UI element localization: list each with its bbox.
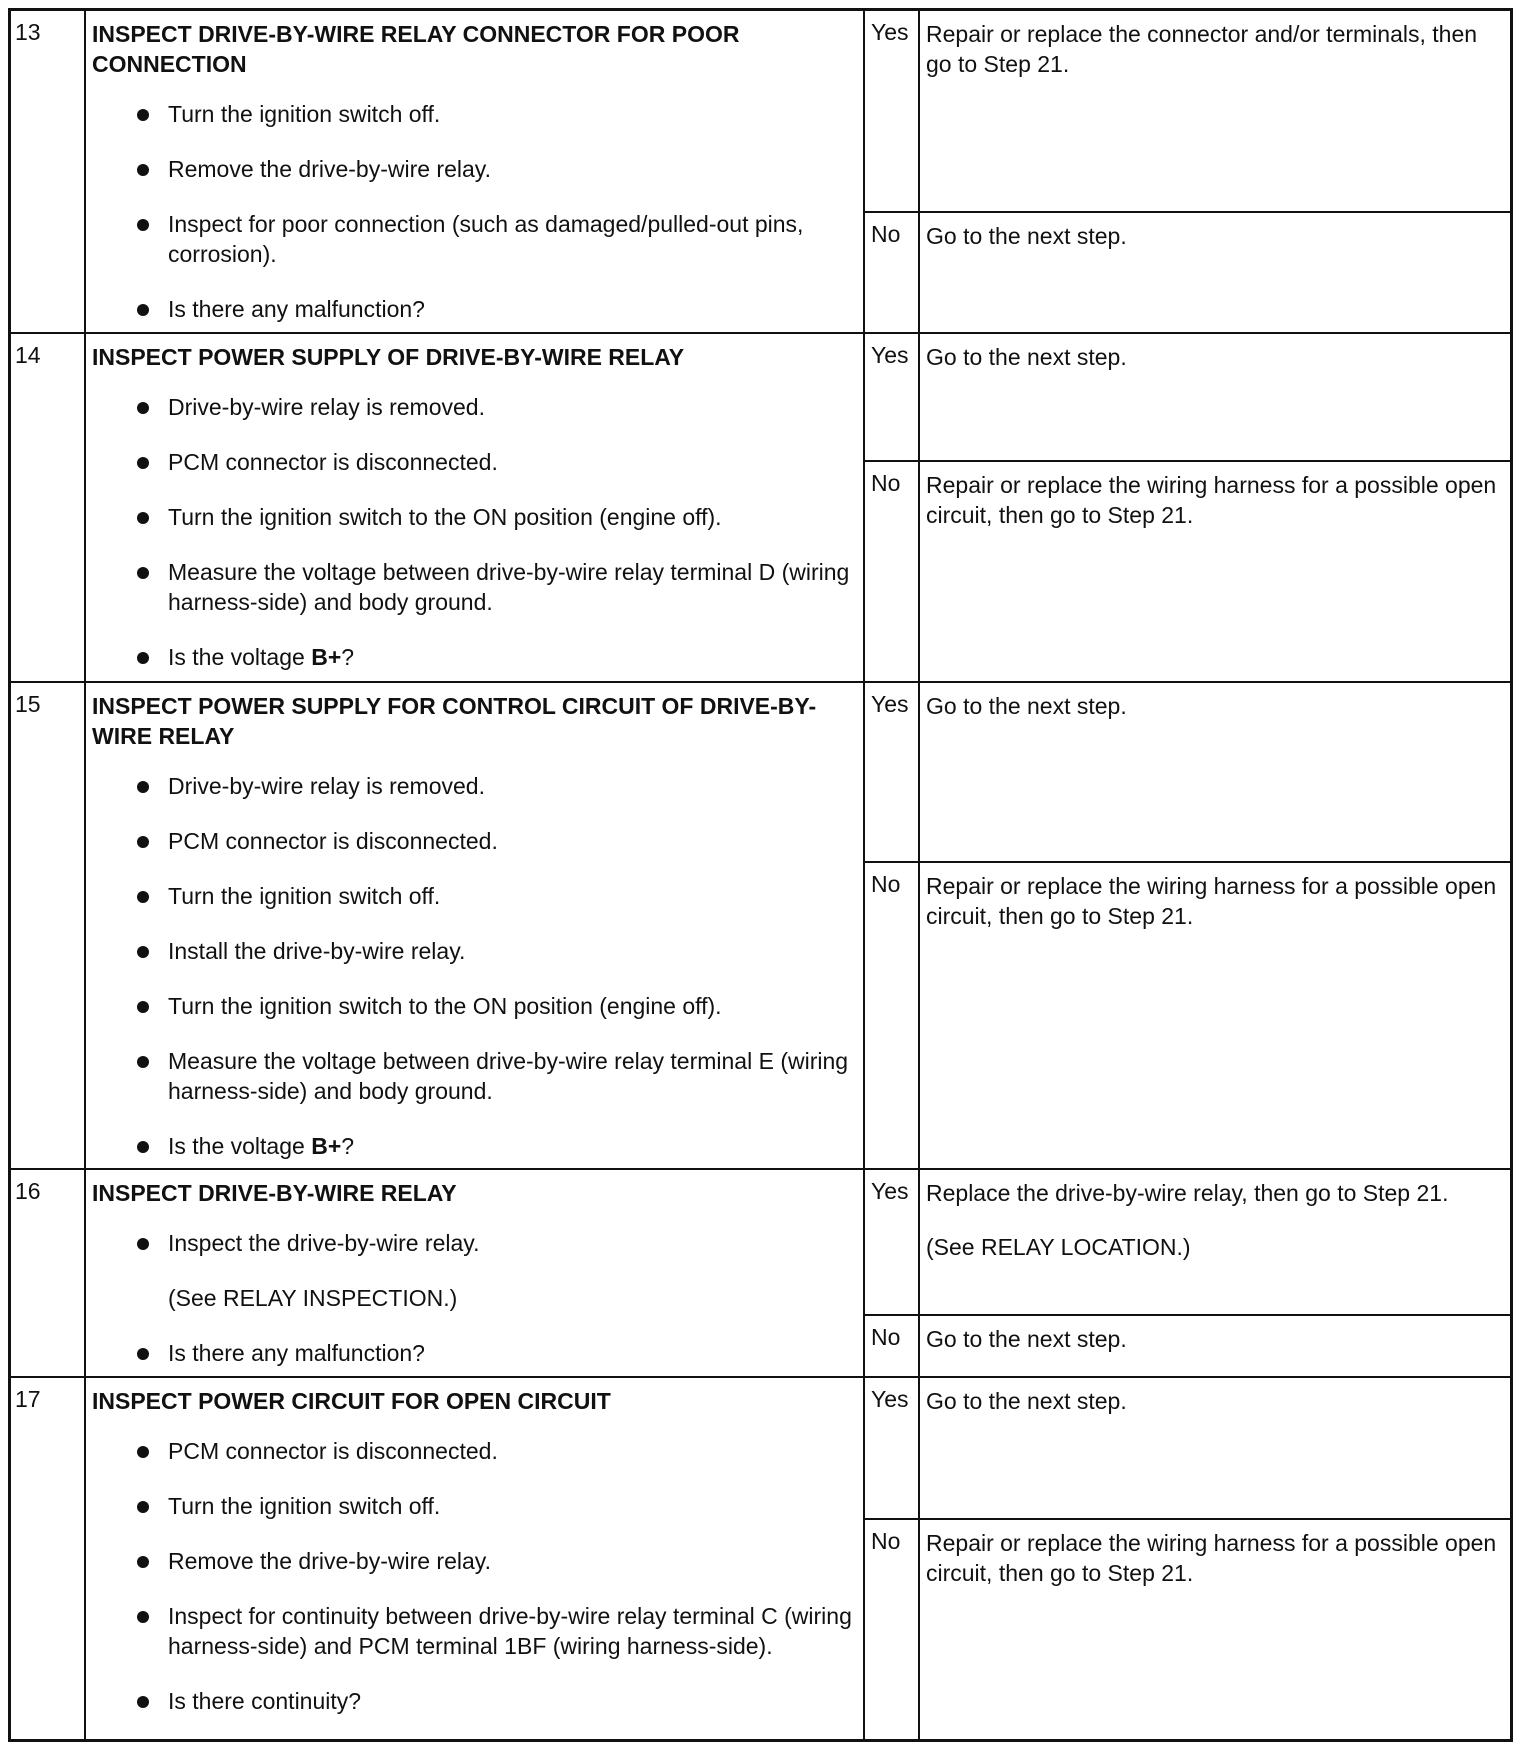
step-title: INSPECT DRIVE-BY-WIRE RELAY CONNECTOR FOR POOR CONNECTION [92,21,740,77]
result-no-text: Repair or replace the wiring harness for a possible open circuit, then go to Step 21. [926,472,1497,528]
bullet-icon [137,1141,149,1153]
result-no-text: Repair or replace the wiring harness for a possible open circuit, then go to Step 21. [926,1530,1497,1586]
bullet-icon [137,109,149,121]
bullet-icon [137,1501,149,1513]
bullet-icon [137,946,149,958]
step-results [865,683,1510,1168]
result-yes-text: Go to the next step. [926,693,1127,719]
bullet-icon [137,1056,149,1068]
result-no-label: No [865,863,920,1168]
bullet-icon [137,1611,149,1623]
bullet-icon [137,836,149,848]
result-no-label: No [865,213,920,332]
checklist-item: Install the drive-by-wire relay. [92,936,857,966]
result-yes-text: Go to the next step. [926,1388,1127,1414]
result-no-text: Repair or replace the wiring harness for a possible open circuit, then go to Step 21. [926,873,1497,929]
bullet-icon [137,1696,149,1708]
step-number: 16 [11,1170,86,1376]
step-action [86,1170,865,1376]
bullet-icon [137,457,149,469]
step-checklist [92,1436,857,1716]
checklist-item: Turn the ignition switch to the ON position (engine off). [92,991,857,1021]
result-yes [865,1170,1510,1316]
checklist-item: Remove the drive-by-wire relay. [92,154,857,184]
step-checklist [92,1228,857,1368]
step-results [865,1170,1510,1376]
bullet-icon [137,1556,149,1568]
bullet-icon [137,304,149,316]
checklist-item: Is the voltage B+? [92,642,857,672]
checklist-item: Is there continuity? [92,1686,857,1716]
bullet-icon [137,567,149,579]
result-yes [865,334,1510,462]
checklist-item: Inspect for poor connection (such as damaged/pulled-out pins, corrosion). [92,209,857,269]
step-row [11,11,1510,334]
step-checklist [92,99,857,324]
step-number: 15 [11,683,86,1168]
checklist-item: Inspect for continuity between drive-by-wire relay terminal C (wiring harness-side) and PCM terminal 1BF (wiring harness-side). [92,1601,857,1661]
bullet-icon [137,512,149,524]
checklist-item: Turn the ignition switch off. [92,1491,857,1521]
checklist-item: Inspect the drive-by-wire relay. [92,1228,857,1258]
result-yes [865,683,1510,863]
bullet-icon [137,402,149,414]
checklist-item: PCM connector is disconnected. [92,447,857,477]
checklist-item: Is there any malfunction? [92,1338,857,1368]
step-number: 13 [11,11,86,332]
step-action [86,334,865,681]
result-yes-text: Replace the drive-by-wire relay, then go to Step 21. (See RELAY LOCATION.) [926,1180,1449,1260]
step-row [11,1170,1510,1378]
result-yes-text: Go to the next step. [926,344,1127,370]
step-number: 17 [11,1378,86,1739]
bullet-icon [137,219,149,231]
step-row [11,683,1510,1170]
diagnostic-procedure-table [8,8,1513,1742]
step-results [865,1378,1510,1739]
result-yes-label: Yes [865,11,920,213]
checklist-item: PCM connector is disconnected. [92,1436,857,1466]
bullet-icon [137,1001,149,1013]
checklist-item: Measure the voltage between drive-by-wire relay terminal D (wiring harness-side) and body ground. [92,557,857,617]
result-no-text: Go to the next step. [926,1326,1127,1352]
result-yes-label: Yes [865,1378,920,1518]
bullet-icon [137,1348,149,1360]
bullet-icon [137,1238,149,1250]
step-checklist [92,771,857,1161]
checklist-item: Measure the voltage between drive-by-wire relay terminal E (wiring harness-side) and body ground. [92,1046,857,1106]
checklist-item: Turn the ignition switch off. [92,99,857,129]
step-results [865,11,1510,332]
step-title: INSPECT DRIVE-BY-WIRE RELAY [92,1180,457,1206]
result-no [865,1314,1510,1376]
result-yes-label: Yes [865,683,920,863]
bullet-icon [137,891,149,903]
result-no-label: No [865,1316,920,1376]
checklist-item: Is the voltage B+? [92,1131,857,1161]
bullet-icon [137,164,149,176]
step-action [86,1378,865,1739]
checklist-item: Drive-by-wire relay is removed. [92,771,857,801]
bullet-icon [137,781,149,793]
result-yes-label: Yes [865,334,920,462]
step-title: INSPECT POWER SUPPLY OF DRIVE-BY-WIRE RELAY [92,344,685,370]
checklist-item: Turn the ignition switch to the ON position (engine off). [92,502,857,532]
step-action [86,11,865,332]
bullet-icon [137,652,149,664]
step-title: INSPECT POWER SUPPLY FOR CONTROL CIRCUIT OF DRIVE-BY-WIRE RELAY [92,693,817,749]
result-yes [865,1378,1510,1518]
step-number: 14 [11,334,86,681]
bullet-icon [137,1446,149,1458]
step-title: INSPECT POWER CIRCUIT FOR OPEN CIRCUIT [92,1388,611,1414]
result-no-label: No [865,462,920,681]
step-row [11,1378,1510,1739]
result-no [865,1518,1510,1739]
step-checklist [92,392,857,672]
result-no [865,211,1510,332]
checklist-note: (See RELAY INSPECTION.) [168,1285,458,1311]
checklist-item: PCM connector is disconnected. [92,826,857,856]
step-results [865,334,1510,681]
checklist-item: Turn the ignition switch off. [92,881,857,911]
step-row [11,334,1510,683]
checklist-item: Drive-by-wire relay is removed. [92,392,857,422]
result-yes [865,11,1510,213]
result-yes-label: Yes [865,1170,920,1316]
checklist-item: Remove the drive-by-wire relay. [92,1546,857,1576]
result-no-text: Go to the next step. [926,223,1127,249]
result-no [865,861,1510,1168]
checklist-item: Is there any malfunction? [92,294,857,324]
result-no-label: No [865,1520,920,1739]
step-action [86,683,865,1168]
result-yes-text: Repair or replace the connector and/or terminals, then go to Step 21. [926,21,1478,77]
result-no [865,460,1510,681]
